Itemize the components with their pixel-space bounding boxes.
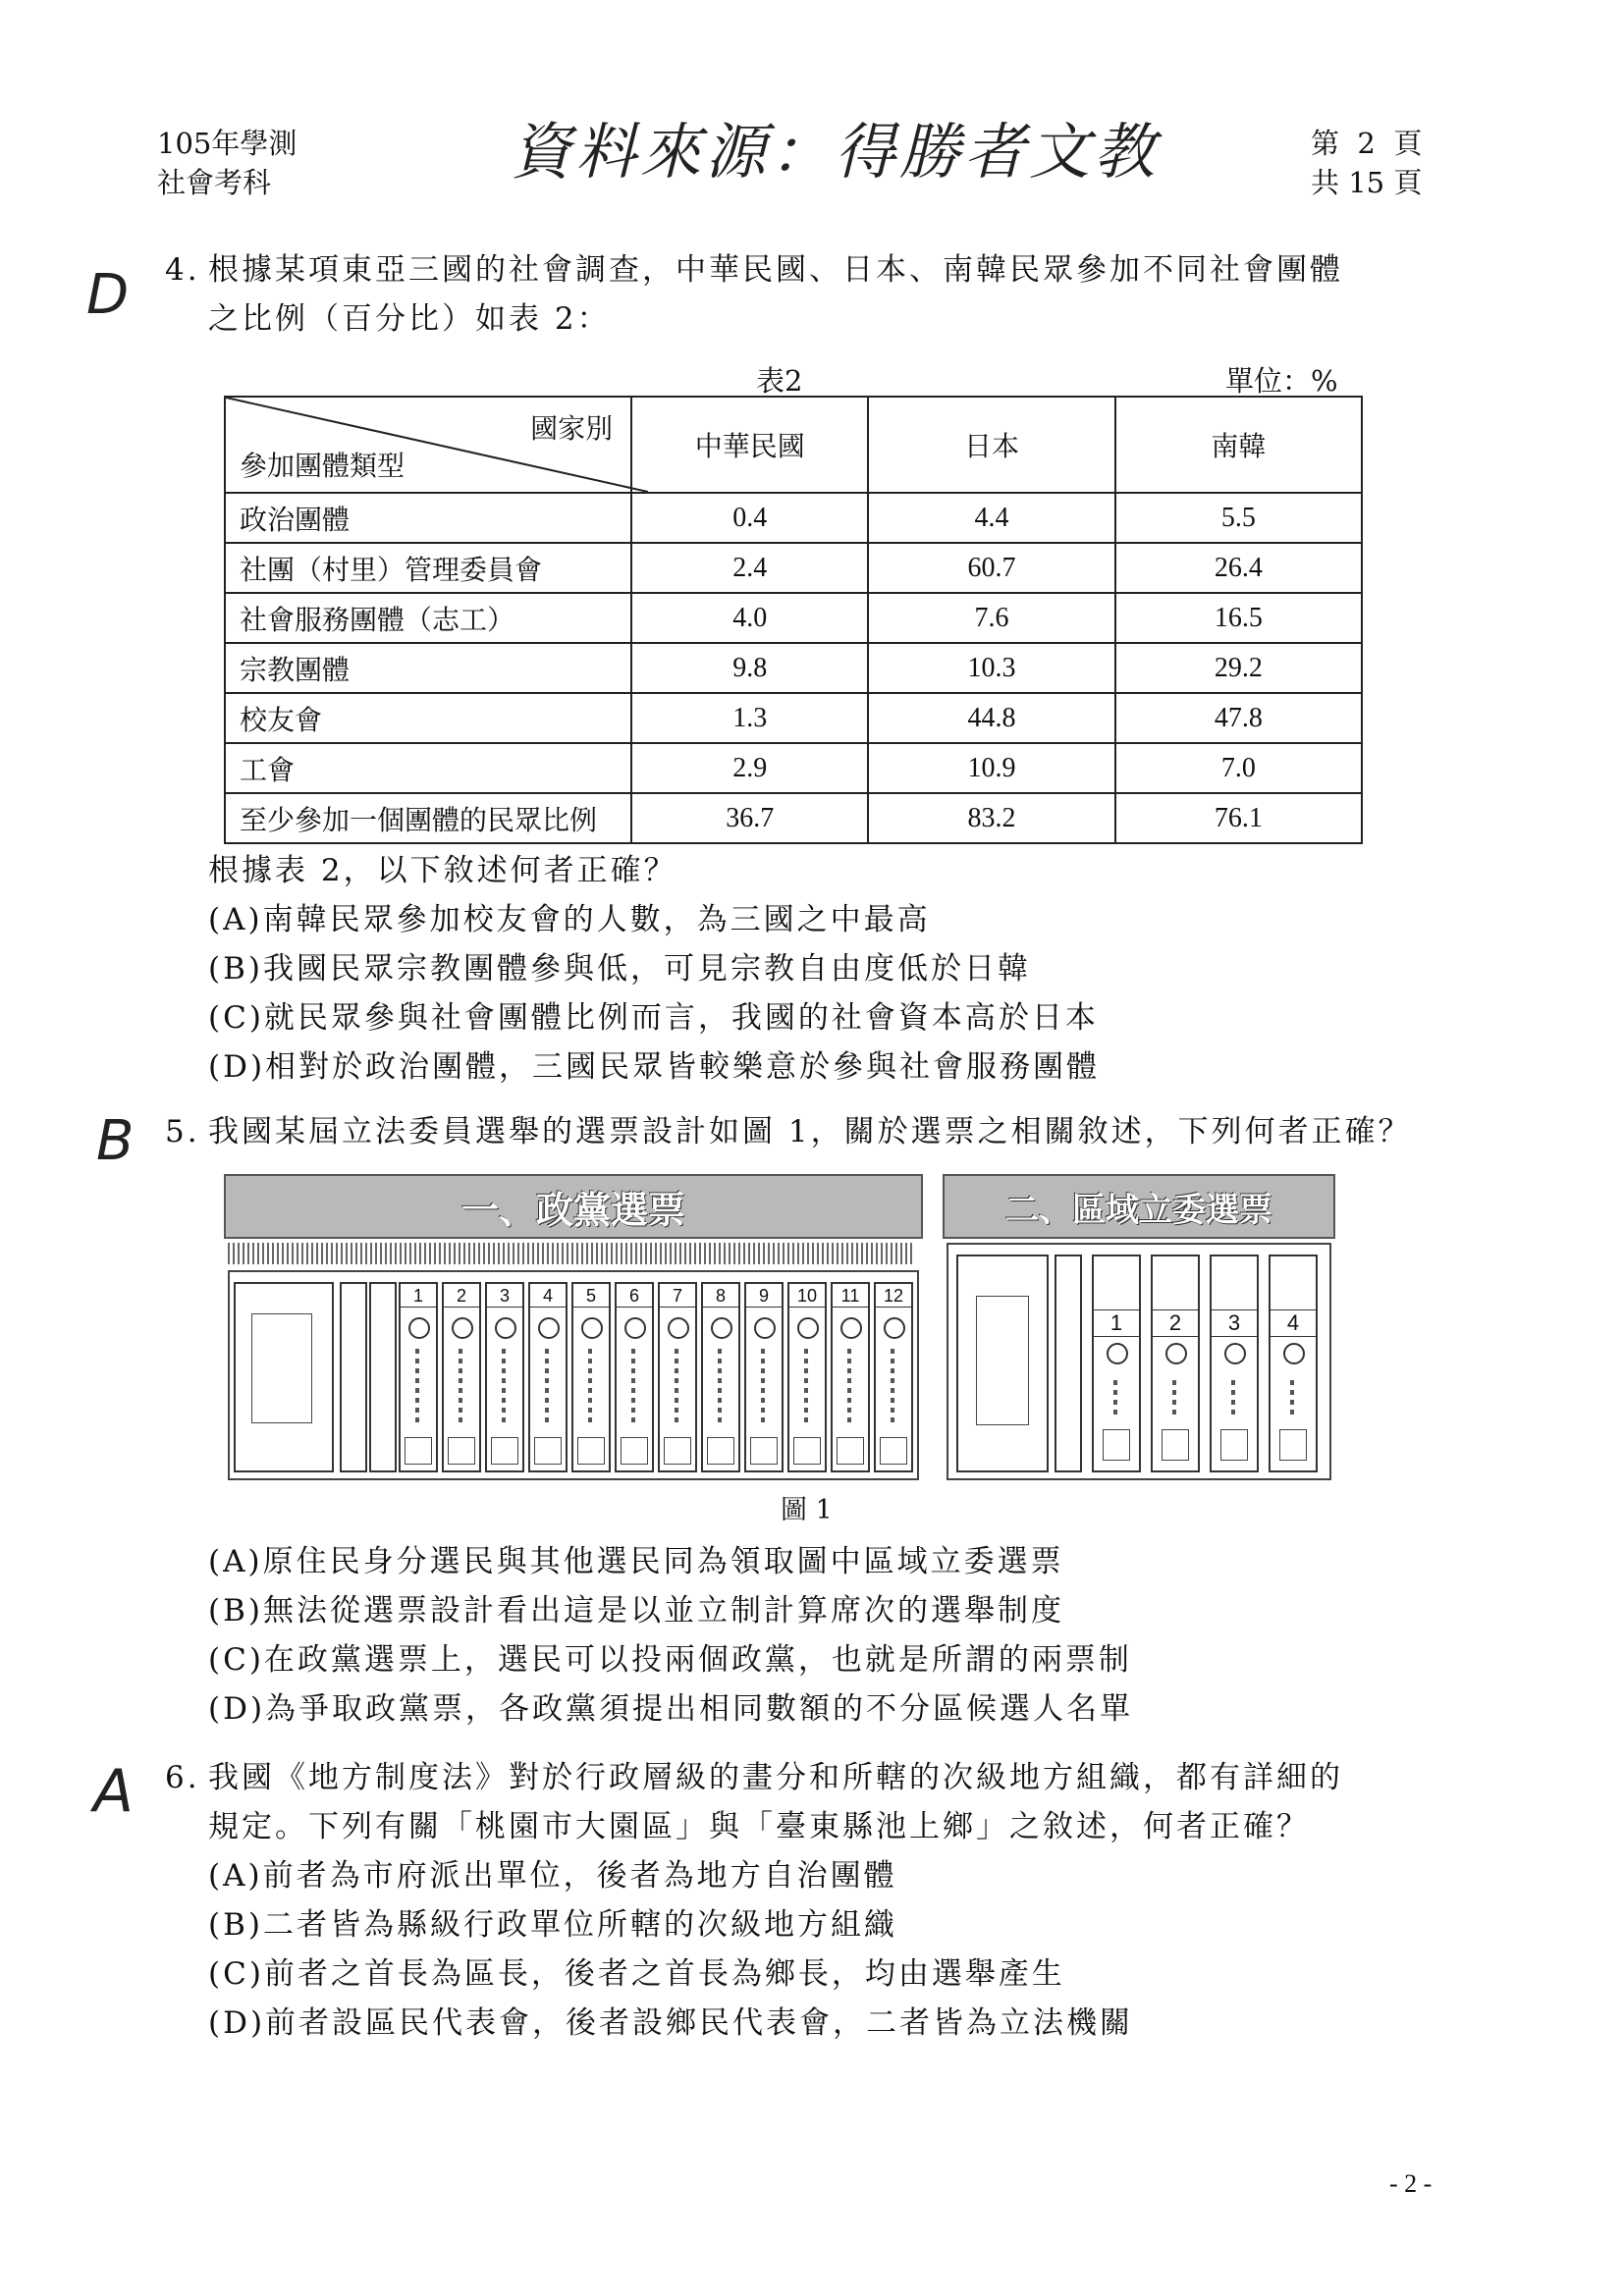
party-emblem-icon xyxy=(495,1317,516,1339)
q5-answer-mark: B xyxy=(96,1109,135,1173)
cell-value: 1.3 xyxy=(631,693,868,743)
party-emblem-icon xyxy=(754,1317,776,1339)
vote-box xyxy=(405,1437,432,1465)
party-column xyxy=(658,1282,697,1472)
instructions-text-box xyxy=(251,1313,312,1423)
cell-value: 76.1 xyxy=(1115,793,1362,843)
q4-option-d: (D)相對於政治團體，三國民眾皆較樂意於參與社會服務團體 xyxy=(208,1049,1101,1085)
ballot-stub xyxy=(340,1282,367,1472)
vote-box xyxy=(750,1437,778,1465)
cell-value: 5.5 xyxy=(1115,493,1362,543)
party-emblem-icon xyxy=(668,1317,689,1339)
party-name-text xyxy=(761,1349,765,1427)
cell-value: 29.2 xyxy=(1115,643,1362,693)
vote-box xyxy=(1162,1429,1189,1461)
subject-title: 社會考科 xyxy=(157,166,272,199)
table-diagonal-header xyxy=(225,397,631,493)
party-name-text xyxy=(588,1349,592,1427)
q4-option-c: (C)就民眾參與社會團體比例而言，我國的社會資本高於日本 xyxy=(208,1000,1099,1036)
row-label: 社團（村里）管理委員會 xyxy=(225,543,631,593)
party-column xyxy=(485,1282,524,1472)
party-column xyxy=(399,1282,438,1472)
row-label: 政治團體 xyxy=(225,493,631,543)
party-column xyxy=(528,1282,568,1472)
party-emblem-icon xyxy=(884,1317,905,1339)
party-column xyxy=(615,1282,654,1472)
vote-box xyxy=(664,1437,691,1465)
q5-option-d: (D)為爭取政黨票，各政黨須提出相同數額的不分區候選人名單 xyxy=(208,1691,1134,1727)
vote-box xyxy=(1220,1429,1248,1461)
cell-value: 0.4 xyxy=(631,493,868,543)
cell-value: 47.8 xyxy=(1115,693,1362,743)
vote-box xyxy=(577,1437,605,1465)
table-caption: 表2 xyxy=(756,364,803,398)
candidate-column xyxy=(1269,1255,1318,1472)
party-number: 7 xyxy=(660,1286,695,1308)
q6-option-d: (D)前者設區民代表會，後者設鄉民代表會，二者皆為立法機關 xyxy=(208,2005,1134,2041)
q6-number: 6. xyxy=(165,1760,200,1795)
party-name-text xyxy=(675,1349,678,1427)
page-current: 第 2 頁 xyxy=(1311,127,1423,160)
q6-option-a: (A)前者為市府派出單位，後者為地方自治團體 xyxy=(208,1858,897,1894)
vote-box xyxy=(837,1437,864,1465)
table-row xyxy=(225,793,1362,843)
cell-value: 10.3 xyxy=(868,643,1114,693)
ballot-instructions-box xyxy=(234,1282,334,1472)
table-row xyxy=(225,543,1362,593)
party-name-text xyxy=(891,1349,894,1427)
page-total: 共 15 頁 xyxy=(1311,166,1423,199)
table-row xyxy=(225,743,1362,793)
candidate-emblem-icon xyxy=(1224,1343,1246,1364)
q6-option-b: (B)二者皆為縣級行政單位所轄的次級地方組織 xyxy=(208,1907,897,1943)
q5-option-c: (C)在政黨選票上，選民可以投兩個政黨，也就是所謂的兩票制 xyxy=(208,1642,1132,1678)
party-column xyxy=(701,1282,740,1472)
party-number: 12 xyxy=(876,1286,911,1308)
table-row xyxy=(225,693,1362,743)
party-ballot xyxy=(224,1174,923,1480)
row-label: 至少參加一個團體的民眾比例 xyxy=(225,793,631,843)
party-emblem-icon xyxy=(797,1317,819,1339)
table-row xyxy=(225,493,1362,543)
party-number: 2 xyxy=(444,1286,479,1308)
q6-stem-line2: 規定。下列有關「桃園市大園區」與「臺東縣池上鄉」之敘述，何者正確？ xyxy=(208,1809,1310,1844)
header-country: 國家別 xyxy=(530,412,614,445)
candidate-emblem-icon xyxy=(1165,1343,1187,1364)
row-label: 校友會 xyxy=(225,693,631,743)
q4-prompt: 根據表 2，以下敘述何者正確？ xyxy=(208,853,677,888)
cell-value: 26.4 xyxy=(1115,543,1362,593)
q4-option-b: (B)我國民眾宗教團體參與低，可見宗教自由度低於日韓 xyxy=(208,951,1031,987)
vote-box xyxy=(707,1437,734,1465)
vote-box xyxy=(621,1437,648,1465)
cell-value: 36.7 xyxy=(631,793,868,843)
party-number: 5 xyxy=(573,1286,609,1308)
q6-answer-mark: A xyxy=(93,1757,135,1826)
vote-box xyxy=(1103,1429,1130,1461)
q5-stem: 我國某屆立法委員選舉的選票設計如圖 1，關於選票之相關敘述，下列何者正確？ xyxy=(208,1114,1412,1149)
q6-stem-line1: 我國《地方制度法》對於行政層級的畫分和所轄的次級地方組織，都有詳細的 xyxy=(208,1760,1343,1795)
party-number: 10 xyxy=(789,1286,825,1308)
table-row xyxy=(225,593,1362,643)
candidate-name-text xyxy=(1290,1380,1294,1419)
column-header: 中華民國 xyxy=(631,397,868,493)
party-emblem-icon xyxy=(711,1317,732,1339)
party-name-text xyxy=(545,1349,549,1427)
cell-value: 60.7 xyxy=(868,543,1114,593)
ballot-stub xyxy=(1055,1255,1082,1472)
row-label: 社會服務團體（志工） xyxy=(225,593,631,643)
party-ballot-title: 一、政黨選票 xyxy=(224,1174,923,1239)
candidate-column xyxy=(1151,1255,1200,1472)
cell-value: 44.8 xyxy=(868,693,1114,743)
party-name-text xyxy=(415,1349,419,1427)
q5-option-b: (B)無法從選票設計看出這是以並立制計算席次的選舉制度 xyxy=(208,1593,1064,1629)
party-name-text xyxy=(502,1349,506,1427)
cell-value: 7.6 xyxy=(868,593,1114,643)
party-number: 6 xyxy=(617,1286,652,1308)
cell-value: 9.8 xyxy=(631,643,868,693)
candidate-column xyxy=(1092,1255,1141,1472)
q5-option-a: (A)原住民身分選民與其他選民同為領取圖中區域立委選票 xyxy=(208,1544,1064,1579)
candidate-number: 4 xyxy=(1271,1309,1316,1337)
party-emblem-icon xyxy=(840,1317,862,1339)
party-emblem-icon xyxy=(408,1317,430,1339)
cell-value: 4.0 xyxy=(631,593,868,643)
q4-stem-line1: 根據某項東亞三國的社會調查，中華民國、日本、南韓民眾參加不同社會團體 xyxy=(208,252,1343,288)
cell-value: 4.4 xyxy=(868,493,1114,543)
candidate-column xyxy=(1210,1255,1259,1472)
table-row xyxy=(225,643,1362,693)
q4-option-a: (A)南韓民眾參加校友會的人數，為三國之中最高 xyxy=(208,902,931,937)
cell-value: 83.2 xyxy=(868,793,1114,843)
party-name-text xyxy=(631,1349,635,1427)
row-label: 宗教團體 xyxy=(225,643,631,693)
cell-value: 16.5 xyxy=(1115,593,1362,643)
table-unit: 單位：% xyxy=(1225,364,1338,398)
column-header: 日本 xyxy=(868,397,1114,493)
party-number: 8 xyxy=(703,1286,738,1308)
party-number: 4 xyxy=(530,1286,566,1308)
handwritten-source-note: 資料來源：得勝者文教 xyxy=(511,116,1160,187)
q4-answer-mark: D xyxy=(86,263,130,327)
q4-number: 4. xyxy=(165,252,200,288)
party-number: 9 xyxy=(746,1286,782,1308)
vote-box xyxy=(491,1437,518,1465)
q5-number: 5. xyxy=(165,1114,200,1149)
q4-stem-line2: 之比例（百分比）如表 2： xyxy=(208,301,611,337)
party-name-text xyxy=(459,1349,462,1427)
vote-box xyxy=(534,1437,562,1465)
header-type: 參加團體類型 xyxy=(240,450,406,482)
district-instructions-box xyxy=(956,1255,1049,1472)
party-emblem-icon xyxy=(581,1317,603,1339)
column-header: 南韓 xyxy=(1115,397,1362,493)
cell-value: 7.0 xyxy=(1115,743,1362,793)
party-name-text xyxy=(847,1349,851,1427)
party-column xyxy=(744,1282,784,1472)
party-name-text xyxy=(804,1349,808,1427)
vote-box xyxy=(793,1437,821,1465)
party-name-text xyxy=(718,1349,722,1427)
candidate-name-text xyxy=(1231,1380,1235,1419)
row-label: 工會 xyxy=(225,743,631,793)
vote-box xyxy=(448,1437,475,1465)
page-number-footer: - 2 - xyxy=(1389,2169,1433,2198)
table-2 xyxy=(224,396,1363,844)
cell-value: 2.4 xyxy=(631,543,868,593)
party-column xyxy=(442,1282,481,1472)
candidate-emblem-icon xyxy=(1107,1343,1128,1364)
party-emblem-icon xyxy=(538,1317,560,1339)
candidate-number: 1 xyxy=(1094,1309,1139,1337)
district-ballot-title: 二、區域立委選票 xyxy=(943,1174,1335,1239)
party-column xyxy=(787,1282,827,1472)
ballot-header-strip xyxy=(228,1243,915,1264)
candidate-name-text xyxy=(1172,1380,1176,1419)
instructions-text-box xyxy=(976,1296,1029,1425)
cell-value: 2.9 xyxy=(631,743,868,793)
district-ballot xyxy=(943,1174,1335,1480)
q6-option-c: (C)前者之首長為區長，後者之首長為鄉長，均由選舉產生 xyxy=(208,1956,1065,1992)
cell-value: 10.9 xyxy=(868,743,1114,793)
party-column xyxy=(571,1282,611,1472)
candidate-name-text xyxy=(1113,1380,1117,1419)
vote-box xyxy=(880,1437,907,1465)
candidate-number: 2 xyxy=(1153,1309,1198,1337)
figure-caption: 圖 1 xyxy=(781,1495,833,1525)
candidate-number: 3 xyxy=(1212,1309,1257,1337)
vote-box xyxy=(1279,1429,1307,1461)
party-emblem-icon xyxy=(452,1317,473,1339)
exam-title: 105年學測 xyxy=(157,127,298,160)
candidate-emblem-icon xyxy=(1283,1343,1305,1364)
party-column xyxy=(831,1282,870,1472)
party-emblem-icon xyxy=(624,1317,646,1339)
ballot-stub xyxy=(369,1282,397,1472)
party-column xyxy=(874,1282,913,1472)
party-number: 11 xyxy=(833,1286,868,1308)
party-number: 3 xyxy=(487,1286,522,1308)
party-number: 1 xyxy=(401,1286,436,1308)
